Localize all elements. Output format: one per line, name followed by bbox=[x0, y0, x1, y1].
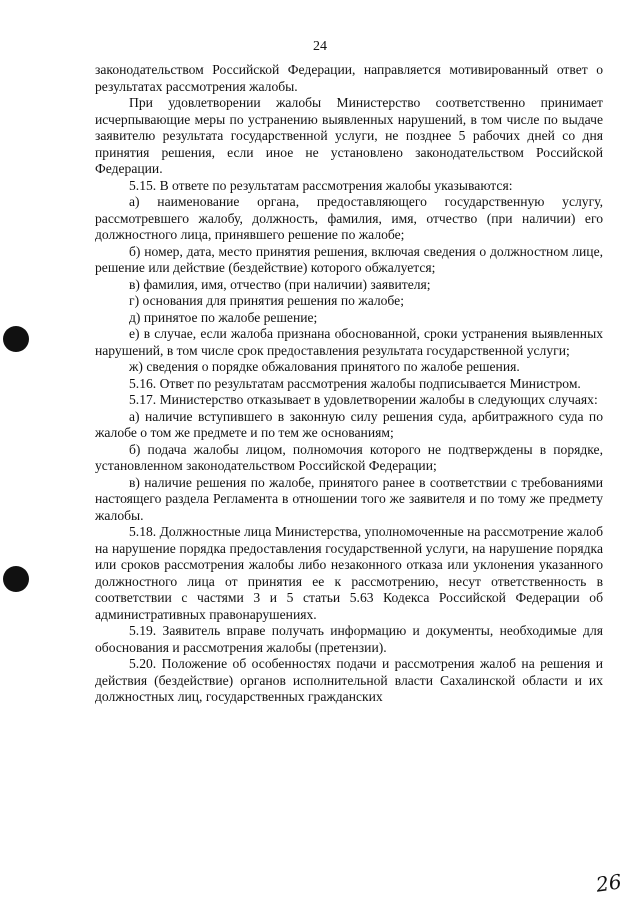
list-item: б) подача жалобы лицом, полномочия которого не подтверждены в порядке, установленном законодательством Российской Федерации; bbox=[95, 441, 603, 473]
paragraph: законодательством Российской Федерации, направляется мотивированный ответ о результатах рассмотрения жалобы. bbox=[95, 62, 603, 94]
paragraph: 5.16. Ответ по результатам рассмотрения жалобы подписывается Министром. bbox=[129, 375, 581, 391]
page-number: 24 bbox=[313, 39, 327, 54]
list-item: в) наличие решения по жалобе, принятого ранее в соответствии с требованиями настоящего раздела Регламента в отношении того же заявителя и по тому же предмету жалобы. bbox=[95, 474, 603, 523]
list-item: а) наименование органа, предоставляющего государственную услугу, рассмотревшего жалобу, должность, фамилия, имя, отчество (при наличии) его должностного лица, принявшего решение по жалобе; bbox=[95, 194, 603, 242]
binder-hole bbox=[3, 566, 29, 592]
paragraph: 5.18. Должностные лица Министерства, уполномоченные на рассмотрение жалоб на нарушение порядка предоставления государственной услуги, на нарушение порядка или сроков рассмотрения жалобы либо незаконного отказа или уклонения указанного должностного лица от принятия ее к рассмотрению, несут ответственность в соответствии с частями 3 и 5 статьи 5.63 Кодекса Российской Федерации об административных правонарушениях. bbox=[95, 524, 603, 622]
paragraph: 5.15. В ответе по результатам рассмотрения жалобы указываются: bbox=[129, 177, 513, 193]
handwritten-page-number: 26 bbox=[594, 869, 623, 897]
list-item: а) наличие вступившего в законную силу решения суда, арбитражного суда по жалобе о том же предмете и по тем же основаниям; bbox=[95, 408, 603, 440]
paragraph: 5.19. Заявитель вправе получать информацию и документы, необходимые для обоснования и рассмотрения жалобы (претензии). bbox=[95, 623, 603, 655]
list-item: г) основания для принятия решения по жалобе; bbox=[129, 293, 404, 308]
list-item: ж) сведения о порядке обжалования принятого по жалобе решения. bbox=[129, 359, 520, 374]
list-item: в) фамилия, имя, отчество (при наличии) заявителя; bbox=[129, 276, 431, 292]
list-item: д) принятое по жалобе решение; bbox=[129, 309, 318, 325]
document-body bbox=[95, 62, 603, 706]
list-item: е) в случае, если жалоба признана обоснованной, сроки устранения выявленных нарушений, в том числе срок предоставления результата государственной услуги; bbox=[95, 326, 603, 358]
binder-hole bbox=[3, 326, 29, 352]
paragraph: 5.20. Положение об особенностях подачи и рассмотрения жалоб на решения и действия (бездействие) органов исполнительной власти Сахалинской области и их должностных лиц, государственных гражданских bbox=[95, 656, 603, 704]
list-item: б) номер, дата, место принятия решения, включая сведения о должностном лице, решение или действие (бездействие) которого обжалуется; bbox=[95, 243, 603, 275]
paragraph: 5.17. Министерство отказывает в удовлетворении жалобы в следующих случаях: bbox=[129, 392, 598, 407]
paragraph: При удовлетворении жалобы Министерство соответственно принимает исчерпывающие меры по устранению выявленных нарушений, в том числе по выдаче заявителю результата государственной услуги, не позднее 5 рабочих дней со дня принятия решения, если иное не установлено законодательством Российской Федерации. bbox=[95, 95, 603, 176]
